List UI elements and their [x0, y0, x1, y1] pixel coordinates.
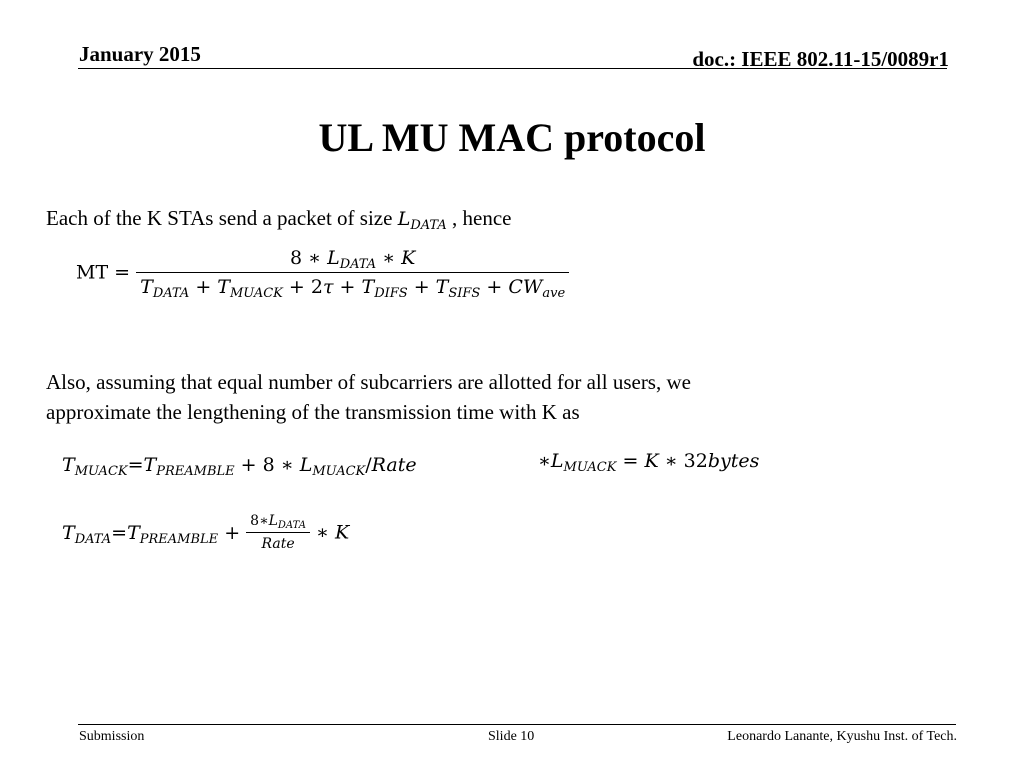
header-date: January 2015	[79, 42, 201, 66]
muack-equation: $T_{MUACK}=T_{PREAMBLE} + 8$ ∗ $L_{MUACK}$/Rate	[62, 454, 417, 479]
paragraph-2-line-2: approximate the lengthening of the transmission time with K as	[46, 400, 580, 424]
paragraph-1-text: Each of the K STAs send a packet of size	[46, 206, 393, 230]
mt-numerator: 8 ∗ $L_{DATA}$ ∗ K	[289, 247, 416, 272]
paragraph-2-line-1: Also, assuming that equal number of subcarriers are allotted for all users, we	[46, 370, 691, 394]
mt-fraction	[136, 247, 569, 301]
mt-lhs: MT =	[76, 261, 131, 284]
data-fraction	[246, 513, 310, 552]
paragraph-1	[46, 203, 512, 234]
mt-denominator: $T_{DATA} + T_{MUACK} + 2\tau + T_{DIFS} + T_{SIFS} + CW_{ave}$	[140, 276, 566, 301]
data-denominator: Rate	[261, 536, 295, 552]
footer-slide-number: Slide 10	[488, 729, 535, 744]
footer-divider	[78, 724, 956, 725]
mt-equation	[76, 247, 569, 301]
paragraph-2	[46, 367, 946, 427]
footer-submission: Submission	[79, 729, 145, 744]
header-divider	[78, 68, 947, 69]
paragraph-1-variable: $L_{DATA}$	[397, 208, 447, 233]
muack-length-note: $∗L_{MUACK} = K$ ∗ 32bytes	[538, 450, 760, 475]
slide-title: UL MU MAC protocol	[318, 115, 706, 160]
data-numerator: $8∗L_{DATA}$	[250, 513, 306, 531]
data-equation: $T_{DATA}=T_{PREAMBLE}$ + $\frac{8∗L_{DATA}}{\text{Rate}}$ ∗ K	[62, 513, 350, 552]
footer-author: Leonardo Lanante, Kyushu Inst. of Tech.	[727, 729, 957, 744]
header-doc-id: doc.: IEEE 802.11-15/0089r1	[692, 47, 949, 71]
paragraph-1-tail: , hence	[452, 206, 512, 230]
